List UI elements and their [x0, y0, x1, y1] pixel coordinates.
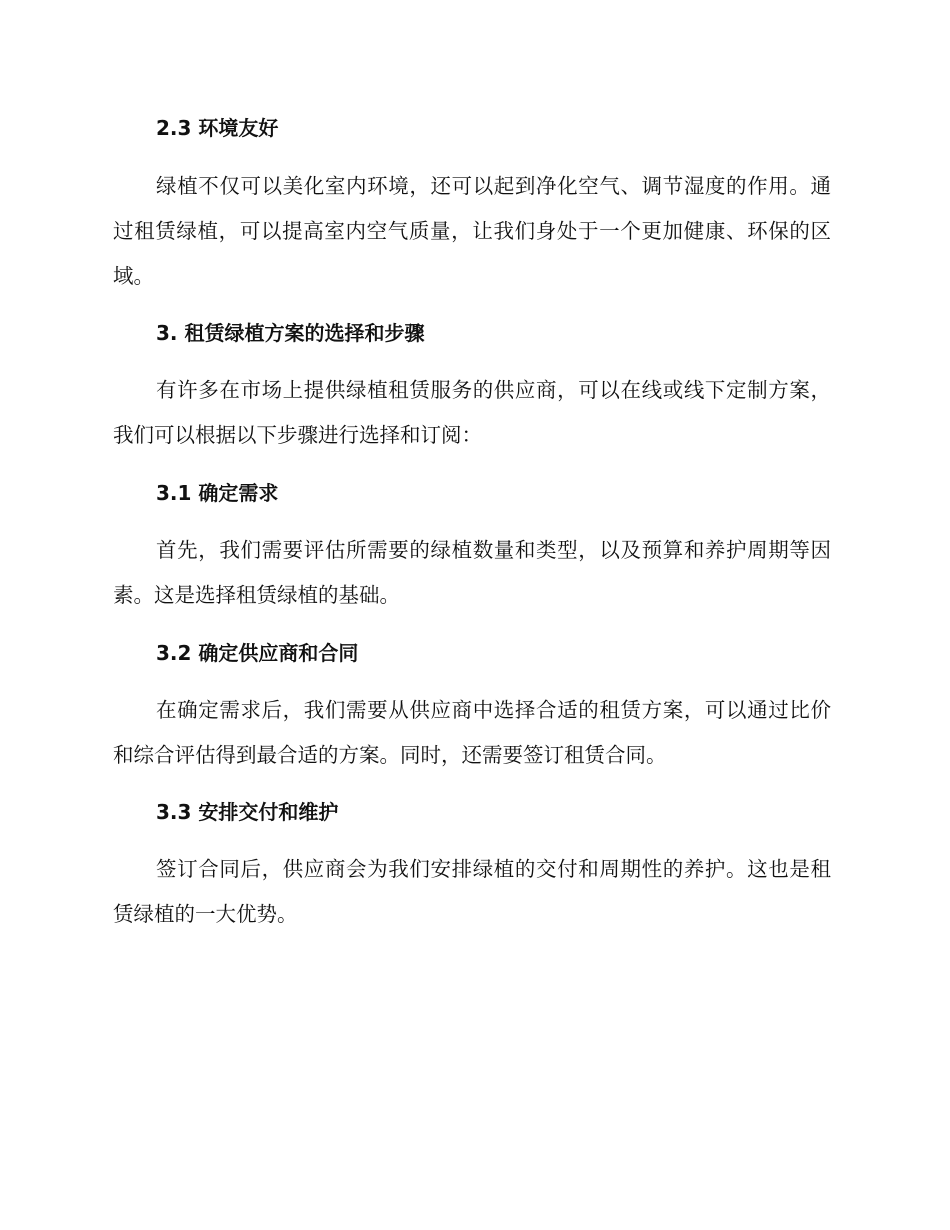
- section-paragraph-3-1: 首先，我们需要评估所需要的绿植数量和类型，以及预算和养护周期等因素。这是选择租赁绿植的基础。: [113, 538, 831, 607]
- section-heading-2-3: 2.3 环境友好: [156, 116, 279, 140]
- section-heading-3-3: 3.3 安排交付和维护: [156, 800, 339, 824]
- section-paragraph-3: 有许多在市场上提供绿植租赁服务的供应商，可以在线或线下定制方案，我们可以根据以下步骤进行选择和订阅：: [113, 378, 831, 447]
- section-paragraph-3-3: 签订合同后，供应商会为我们安排绿植的交付和周期性的养护。这也是租赁绿植的一大优势。: [113, 857, 831, 926]
- section-heading-3: 3. 租赁绿植方案的选择和步骤: [156, 321, 425, 345]
- section-heading-3-2: 3.2 确定供应商和合同: [156, 641, 359, 665]
- section-heading-3-1: 3.1 确定需求: [156, 481, 279, 505]
- section-paragraph-2-3: 绿植不仅可以美化室内环境，还可以起到净化空气、调节湿度的作用。通过租赁绿植，可以提高室内空气质量，让我们身处于一个更加健康、环保的区域。: [113, 174, 831, 288]
- section-paragraph-3-2: 在确定需求后，我们需要从供应商中选择合适的租赁方案，可以通过比价和综合评估得到最合适的方案。同时，还需要签订租赁合同。: [113, 698, 831, 767]
